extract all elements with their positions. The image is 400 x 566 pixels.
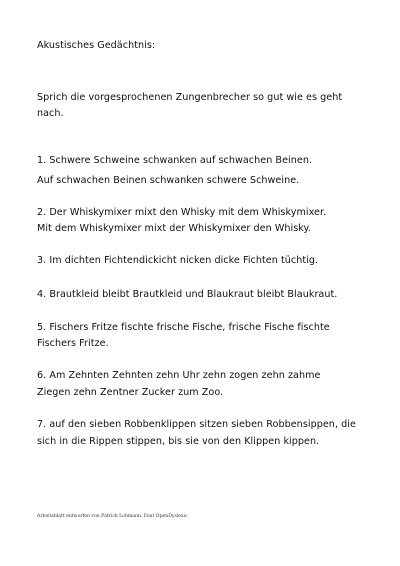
tongue-twister-7-line-2: sich in die Rippen stippen, bis sie von den Klippen kippen. xyxy=(37,436,320,447)
tongue-twister-3: 3. Im dichten Fichtendickicht nicken dicke Fichten tüchtig. xyxy=(37,255,319,266)
tongue-twister-1-line-2: Auf schwachen Beinen schwanken schwere Schweine. xyxy=(37,175,300,186)
tongue-twister-4: 4. Brautkleid bleibt Brautkleid und Blaukraut bleibt Blaukraut. xyxy=(37,289,338,300)
tongue-twister-5-line-1: 5. Fischers Fritze fischte frische Fische, frische Fische fischte xyxy=(37,322,330,333)
tongue-twister-7-line-1: 7. auf den sieben Robbenklippen sitzen sieben Robbensippen, die xyxy=(37,419,356,430)
tongue-twister-6-line-1: 6. Am Zehnten Zehnten zehn Uhr zehn zogen zehn zahme xyxy=(37,370,321,381)
tongue-twister-6-line-2: Ziegen zehn Zentner Zucker zum Zoo. xyxy=(37,387,224,398)
instruction-line-2: nach. xyxy=(37,108,64,119)
tongue-twister-2-line-2: Mit dem Whiskymixer mixt der Whiskymixer den Whisky. xyxy=(37,223,311,234)
instruction-line-1: Sprich die vorgesprochenen Zungenbrecher so gut wie es geht xyxy=(37,92,343,103)
worksheet-heading: Akustisches Gedächtnis: xyxy=(37,40,156,51)
tongue-twister-2-line-1: 2. Der Whiskymixer mixt den Whisky mit dem Whiskymixer. xyxy=(37,207,327,218)
tongue-twister-5-line-2: Fischers Fritze. xyxy=(37,338,109,349)
tongue-twister-1-line-1: 1. Schwere Schweine schwanken auf schwachen Beinen. xyxy=(37,155,313,166)
footer-credit: Arbeitsblatt entworfen von Patrick Lohmann. Font OpenDyslexic xyxy=(37,514,188,519)
